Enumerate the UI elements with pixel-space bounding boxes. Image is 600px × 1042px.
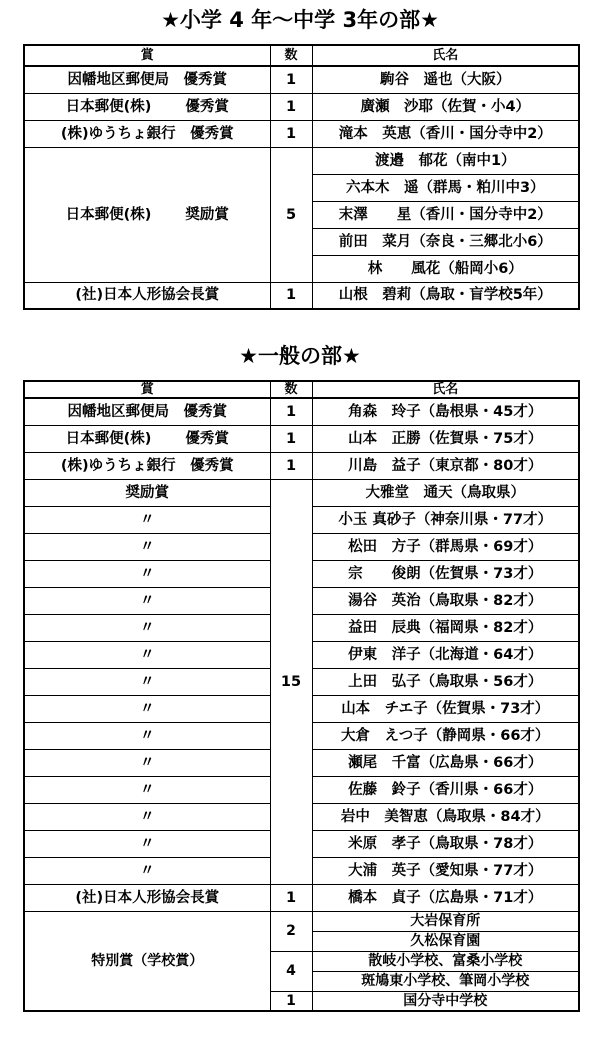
name-cell: 瀬尾 千富（広島県・66才）	[312, 749, 579, 776]
ditto-mark: 〃	[24, 830, 270, 857]
ditto-mark: 〃	[24, 776, 270, 803]
prize-header: 賞	[24, 45, 270, 66]
name-cell: 大岩保育所	[312, 911, 579, 931]
table-row	[24, 120, 579, 147]
name-cell: 林 風花（船岡小6）	[312, 255, 579, 282]
name-cell: 大浦 英子（愛知県・77才）	[312, 857, 579, 884]
table-row	[24, 911, 579, 931]
ditto-mark: 〃	[24, 560, 270, 587]
name-cell: 駒谷 遥也（大阪）	[312, 66, 579, 93]
ditto-mark: 〃	[24, 749, 270, 776]
count-cell: 1	[270, 991, 312, 1011]
name-cell: 渡邉 郁花（南中1）	[312, 147, 579, 174]
prize-cell: 因幡地区郵便局 優秀賞	[24, 66, 270, 93]
name-cell: 山根 碧莉（鳥取・盲学校5年）	[312, 282, 579, 309]
table-row	[24, 479, 579, 506]
prize-cell: (社)日本人形協会長賞	[24, 282, 270, 309]
count-cell: 5	[270, 147, 312, 282]
table-row	[24, 147, 579, 174]
name-cell: 国分寺中学校	[312, 991, 579, 1011]
name-header: 氏名	[312, 381, 579, 398]
name-cell: 小玉 真砂子（神奈川県・77才）	[312, 506, 579, 533]
name-cell: 川島 益子（東京都・80才）	[312, 452, 579, 479]
name-cell: 益田 辰典（福岡県・82才）	[312, 614, 579, 641]
prize-cell: (社)日本人形協会長賞	[24, 884, 270, 911]
elementary-junior-awards-table	[23, 44, 580, 310]
ditto-mark: 〃	[24, 722, 270, 749]
prize-cell: 日本郵便(株) 優秀賞	[24, 93, 270, 120]
name-cell: 六本木 遥（群馬・粕川中3）	[312, 174, 579, 201]
name-cell: 散岐小学校、富桑小学校	[312, 951, 579, 971]
name-cell: 佐藤 鈴子（香川県・66才）	[312, 776, 579, 803]
name-cell: 角森 玲子（島根県・45才）	[312, 398, 579, 425]
table-row	[24, 398, 579, 425]
name-cell: 松田 方子（群馬県・69才）	[312, 533, 579, 560]
count-header: 数	[270, 381, 312, 398]
table-row	[24, 884, 579, 911]
count-cell: 2	[270, 911, 312, 951]
ditto-mark: 〃	[24, 587, 270, 614]
count-cell: 1	[270, 452, 312, 479]
count-header: 数	[270, 45, 312, 66]
name-cell: 湯谷 英治（鳥取県・82才）	[312, 587, 579, 614]
name-cell: 久松保育園	[312, 931, 579, 951]
ditto-mark: 〃	[24, 614, 270, 641]
prize-cell: 因幡地区郵便局 優秀賞	[24, 398, 270, 425]
section1-title: ★小学 4 年～中学 3年の部★	[161, 8, 439, 32]
count-cell: 4	[270, 951, 312, 991]
ditto-mark: 〃	[24, 641, 270, 668]
name-cell: 宗 俊朗（佐賀県・73才）	[312, 560, 579, 587]
count-cell: 1	[270, 282, 312, 309]
table-header-row	[24, 381, 579, 398]
table-header-row	[24, 45, 579, 66]
name-cell: 大雅堂 通天（鳥取県）	[312, 479, 579, 506]
count-cell: 1	[270, 884, 312, 911]
name-cell: 上田 弘子（鳥取県・56才）	[312, 668, 579, 695]
prize-cell: (株)ゆうちょ銀行 優秀賞	[24, 452, 270, 479]
name-cell: 末澤 星（香川・国分寺中2）	[312, 201, 579, 228]
prize-cell: (株)ゆうちょ銀行 優秀賞	[24, 120, 270, 147]
name-cell: 廣瀬 沙耶（佐賀・小4）	[312, 93, 579, 120]
name-cell: 滝本 英恵（香川・国分寺中2）	[312, 120, 579, 147]
ditto-mark: 〃	[24, 506, 270, 533]
ditto-mark: 〃	[24, 533, 270, 560]
table-row	[24, 425, 579, 452]
ditto-mark: 〃	[24, 857, 270, 884]
name-cell: 伊東 洋子（北海道・64才）	[312, 641, 579, 668]
general-awards-table	[23, 380, 580, 1012]
name-cell: 山本 正勝（佐賀県・75才）	[312, 425, 579, 452]
table-row	[24, 66, 579, 93]
prize-cell: 日本郵便(株) 優秀賞	[24, 425, 270, 452]
count-cell: 1	[270, 66, 312, 93]
count-cell: 1	[270, 425, 312, 452]
name-cell: 斑鳩東小学校、筆岡小学校	[312, 971, 579, 991]
name-cell: 岩中 美智恵（鳥取県・84才）	[312, 803, 579, 830]
count-cell: 1	[270, 93, 312, 120]
name-cell: 前田 菜月（奈良・三郷北小6）	[312, 228, 579, 255]
name-cell: 米原 孝子（鳥取県・78才）	[312, 830, 579, 857]
ditto-mark: 〃	[24, 803, 270, 830]
count-cell: 1	[270, 120, 312, 147]
ditto-mark: 〃	[24, 668, 270, 695]
prize-cell: 日本郵便(株) 奨励賞	[24, 147, 270, 282]
name-cell: 山本 チエ子（佐賀県・73才）	[312, 695, 579, 722]
prize-cell: 特別賞（学校賞）	[24, 911, 270, 1011]
table-row	[24, 282, 579, 309]
name-cell: 橋本 貞子（広島県・71才）	[312, 884, 579, 911]
prize-header: 賞	[24, 381, 270, 398]
name-cell: 大倉 えつ子（静岡県・66才）	[312, 722, 579, 749]
ditto-mark: 〃	[24, 695, 270, 722]
table-row	[24, 93, 579, 120]
section2-title: ★一般の部★	[239, 344, 361, 368]
table-row	[24, 452, 579, 479]
count-cell: 1	[270, 398, 312, 425]
prize-cell: 奨励賞	[24, 479, 270, 506]
count-cell: 15	[270, 479, 312, 884]
name-header: 氏名	[312, 45, 579, 66]
